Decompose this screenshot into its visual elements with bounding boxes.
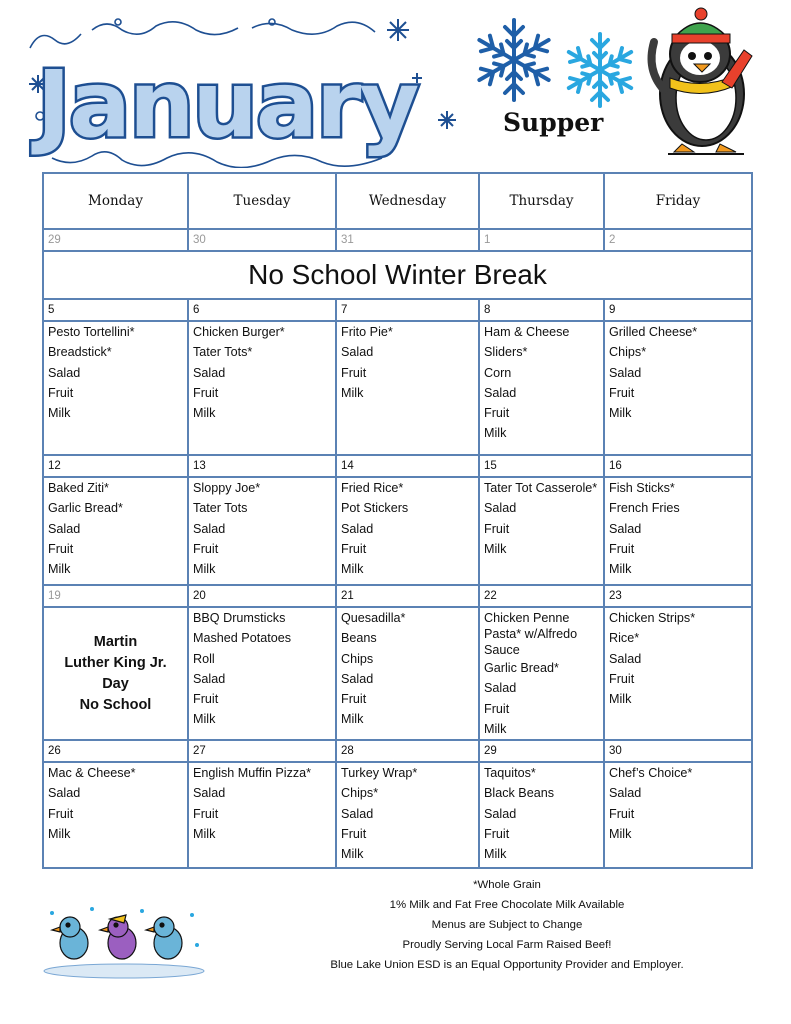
menu-item: Milk — [341, 847, 364, 862]
menu-item: Salad — [341, 671, 374, 686]
menu-item: Tater Tots* — [193, 345, 253, 360]
menu-item: Turkey Wrap* — [341, 766, 418, 781]
menu-item: Salad — [484, 501, 517, 516]
menu-item: Salad — [193, 786, 226, 801]
winter-break-banner: No School Winter Break — [43, 251, 752, 299]
menu-item: Quesadilla* — [341, 611, 406, 625]
date-cell: 28 — [336, 740, 479, 762]
menu-item: Milk — [341, 562, 364, 577]
menu-item: Garlic Bread* — [484, 661, 559, 675]
date-cell: 6 — [188, 299, 336, 321]
menu-item: Fruit — [48, 541, 74, 556]
menu-item: Milk — [48, 827, 71, 842]
menu-item: Fruit — [609, 806, 635, 821]
menu-row — [43, 477, 752, 585]
menu-cell — [604, 607, 752, 740]
holiday-line: Martin — [93, 633, 138, 650]
menu-item: Roll — [193, 651, 215, 666]
menu-item: BBQ Drumsticks — [193, 611, 286, 625]
menu-item: Salad — [484, 385, 517, 400]
menu-cell — [479, 607, 604, 740]
date-cell: 30 — [188, 229, 336, 251]
menu-item: Chef’s Choice* — [609, 766, 693, 781]
menu-item: Milk — [609, 827, 632, 842]
date-cell: 30 — [604, 740, 752, 762]
menu-item: Salad — [341, 345, 374, 360]
menu-cell — [479, 321, 604, 455]
menu-item: Fruit — [193, 385, 219, 400]
menu-item: Frito Pie* — [341, 325, 393, 339]
menu-item: Tater Tots — [193, 501, 248, 516]
date-row — [43, 299, 752, 321]
menu-item: Baked Ziti* — [48, 481, 109, 495]
date-row — [43, 740, 752, 762]
weekday-header: Monday — [43, 173, 188, 229]
footer-note: Proudly Serving Local Farm Raised Beef! — [402, 939, 612, 952]
menu-item: Milk — [341, 712, 364, 727]
menu-item: Salad — [48, 365, 81, 380]
menu-item: Grilled Cheese* — [609, 325, 698, 339]
menu-item: Fruit — [193, 806, 219, 821]
menu-item: Fish Sticks* — [609, 481, 675, 495]
menu-cell — [336, 321, 479, 455]
menu-cell — [604, 762, 752, 868]
date-cell: 21 — [336, 585, 479, 607]
menu-item: Chicken Penne Pasta* w/Alfredo Sauce — [484, 611, 578, 657]
menu-item: Sliders* — [484, 345, 528, 360]
menu-item: Chips* — [341, 786, 379, 801]
footer-note: Menus are Subject to Change — [431, 919, 583, 932]
holiday-line: Luther King Jr. Day — [64, 654, 167, 692]
menu-item: Salad — [193, 365, 226, 380]
menu-cell — [188, 607, 336, 740]
menu-cell — [188, 321, 336, 455]
menu-item: Milk — [609, 562, 632, 577]
menu-item: Fruit — [341, 541, 367, 556]
menu-cell — [188, 762, 336, 868]
birds-icon — [42, 905, 207, 980]
menu-item: French Fries — [609, 501, 680, 516]
menu-cell — [604, 321, 752, 455]
menu-item: Fruit — [341, 692, 367, 707]
menu-item: Salad — [193, 671, 226, 686]
menu-cell — [43, 477, 188, 585]
menu-item: Pesto Tortellini* — [48, 325, 135, 339]
menu-item: Milk — [193, 406, 216, 421]
menu-item: Salad — [609, 651, 642, 666]
menu-item: Fruit — [193, 541, 219, 556]
menu-item: Garlic Bread* — [48, 501, 123, 516]
date-cell: 26 — [43, 740, 188, 762]
date-cell: 9 — [604, 299, 752, 321]
menu-item: Chips — [341, 651, 374, 666]
menu-item: Chicken Burger* — [193, 325, 285, 339]
menu-item: Fruit — [484, 406, 510, 421]
date-cell: 22 — [479, 585, 604, 607]
menu-cell — [604, 477, 752, 585]
date-cell: 12 — [43, 455, 188, 477]
date-cell: 13 — [188, 455, 336, 477]
menu-item: Fruit — [484, 521, 510, 536]
date-row — [43, 585, 752, 607]
menu-item: Chips* — [609, 345, 647, 360]
menu-item: Black Beans — [484, 786, 555, 801]
date-cell: 7 — [336, 299, 479, 321]
date-cell: 20 — [188, 585, 336, 607]
menu-item: Milk — [48, 406, 71, 421]
menu-item: Sloppy Joe* — [193, 481, 261, 495]
date-cell: 27 — [188, 740, 336, 762]
menu-item: Fruit — [193, 692, 219, 707]
menu-item: Salad — [48, 521, 81, 536]
menu-cell — [336, 477, 479, 585]
menu-item: Salad — [484, 681, 517, 696]
date-cell: 1 — [479, 229, 604, 251]
menu-item: Milk — [609, 406, 632, 421]
date-cell: 15 — [479, 455, 604, 477]
date-cell: 29 — [479, 740, 604, 762]
menu-item: Milk — [193, 827, 216, 842]
date-cell: 29 — [43, 229, 188, 251]
weekday-header: Tuesday — [188, 173, 336, 229]
holiday-line: No School — [79, 696, 152, 713]
footer-note: Blue Lake Union ESD is an Equal Opportunity Provider and Employer. — [330, 959, 684, 972]
menu-cell — [479, 762, 604, 868]
date-cell: 31 — [336, 229, 479, 251]
menu-cell — [43, 762, 188, 868]
menu-item: Salad — [484, 806, 517, 821]
menu-item: Salad — [341, 806, 374, 821]
menu-item: Salad — [609, 365, 642, 380]
menu-row — [43, 762, 752, 868]
menu-item: Fruit — [609, 671, 635, 686]
menu-item: Pot Stickers — [341, 501, 409, 516]
menu-item: Fruit — [609, 541, 635, 556]
menu-row — [43, 607, 752, 740]
menu-item: Salad — [609, 521, 642, 536]
menu-item: English Muffin Pizza* — [193, 766, 312, 781]
date-cell: 8 — [479, 299, 604, 321]
menu-cell — [479, 477, 604, 585]
menu-item: Fruit — [484, 827, 510, 842]
menu-item: Milk — [484, 847, 507, 862]
date-cell: 16 — [604, 455, 752, 477]
menu-item: Milk — [48, 562, 71, 577]
weekday-header: Thursday — [479, 173, 604, 229]
footer-note: *Whole Grain — [473, 879, 541, 891]
date-cell: 2 — [604, 229, 752, 251]
menu-cell — [336, 607, 479, 740]
date-cell: 19 — [43, 585, 188, 607]
menu-item: Milk — [341, 385, 364, 400]
menu-item: Fruit — [341, 365, 367, 380]
date-cell: 5 — [43, 299, 188, 321]
date-row — [43, 229, 752, 251]
menu-item: Fruit — [48, 806, 74, 821]
menu-item: Salad — [48, 786, 81, 801]
snowflake-icon — [468, 10, 638, 120]
menu-item: Mac & Cheese* — [48, 766, 136, 781]
date-row — [43, 455, 752, 477]
menu-item: Milk — [193, 712, 216, 727]
menu-item: Milk — [484, 426, 507, 441]
menu-item: Milk — [484, 541, 507, 556]
footer-notes — [300, 875, 714, 975]
january-title-art — [22, 8, 462, 168]
page-title: January — [36, 51, 418, 158]
menu-item: Fruit — [48, 385, 74, 400]
menu-item: Salad — [609, 786, 642, 801]
menu-item: Mashed Potatoes — [193, 631, 292, 646]
menu-item: Salad — [341, 521, 374, 536]
menu-item: Salad — [193, 521, 226, 536]
penguin-icon — [640, 6, 770, 156]
weekday-header: Friday — [604, 173, 752, 229]
menu-item: Ham & Cheese — [484, 325, 570, 339]
menu-cell — [43, 321, 188, 455]
banner-row — [43, 251, 752, 299]
menu-calendar — [42, 172, 753, 869]
menu-subtitle: Supper — [503, 108, 604, 137]
weekday-header: Wednesday — [336, 173, 479, 229]
menu-item: Breadstick* — [48, 345, 112, 360]
menu-item: Fruit — [341, 827, 367, 842]
menu-row — [43, 321, 752, 455]
menu-cell — [336, 762, 479, 868]
menu-item: Rice* — [609, 631, 640, 646]
menu-item: Fruit — [609, 385, 635, 400]
menu-item: Milk — [193, 562, 216, 577]
menu-item: Chicken Strips* — [609, 611, 696, 625]
date-cell: 23 — [604, 585, 752, 607]
date-cell: 14 — [336, 455, 479, 477]
menu-item: Fried Rice* — [341, 481, 404, 495]
menu-item: Tater Tot Casserole* — [484, 481, 598, 495]
weekday-header-row — [43, 173, 752, 229]
holiday-cell — [43, 607, 188, 740]
menu-item: Milk — [484, 721, 507, 736]
menu-item: Beans — [341, 631, 377, 646]
menu-cell — [188, 477, 336, 585]
footer-note: 1% Milk and Fat Free Chocolate Milk Available — [389, 899, 625, 912]
menu-item: Milk — [609, 692, 632, 707]
menu-item: Corn — [484, 365, 512, 380]
menu-item: Taquitos* — [484, 766, 536, 781]
menu-item: Fruit — [484, 701, 510, 716]
